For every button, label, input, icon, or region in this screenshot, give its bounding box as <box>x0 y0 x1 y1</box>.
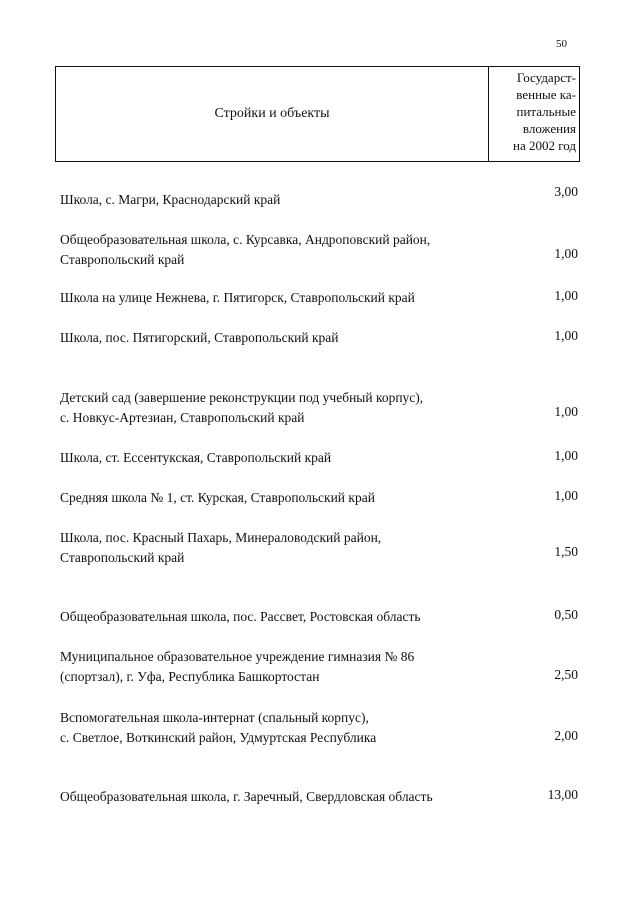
table-row <box>60 288 580 308</box>
object-name <box>60 528 500 568</box>
table-header <box>55 66 580 162</box>
object-name-line: Детский сад (завершение реконструкции под учебный корпус), <box>60 390 424 405</box>
object-name <box>60 230 500 270</box>
object-name-line: (спортзал), г. Уфа, Республика Башкортостан <box>60 669 320 684</box>
header-investments-line: на 2002 год <box>513 138 576 153</box>
object-name <box>60 647 500 687</box>
object-name <box>60 607 500 627</box>
object-name-line: Школа на улице Нежнева, г. Пятигорск, Ставропольский край <box>60 290 415 305</box>
table-row <box>60 787 580 807</box>
object-name-line: Средняя школа № 1, ст. Курская, Ставропольский край <box>60 490 375 505</box>
header-investments-line: Государст- <box>516 70 576 85</box>
table-row <box>60 488 580 508</box>
header-investments-line: питальные <box>516 104 576 119</box>
investment-value: 1,00 <box>554 328 578 343</box>
object-name <box>60 388 500 428</box>
investment-value: 1,00 <box>554 288 578 303</box>
investment-value: 13,00 <box>547 787 578 802</box>
object-name <box>60 190 500 210</box>
investment-value: 1,50 <box>554 544 578 559</box>
investment-value: 1,00 <box>554 404 578 419</box>
object-name-line: Общеобразовательная школа, пос. Рассвет, Ростовская область <box>60 609 421 624</box>
page-number: 50 <box>556 38 567 50</box>
object-name-line: Школа, ст. Ессентукская, Ставропольский край <box>60 450 332 465</box>
table-row <box>60 647 580 687</box>
table-row <box>60 230 580 270</box>
object-name-line: Школа, с. Магри, Краснодарский край <box>60 192 281 207</box>
object-name <box>60 708 500 748</box>
investment-value: 2,00 <box>554 728 578 743</box>
investment-value: 3,00 <box>554 184 578 199</box>
object-name-line: Ставропольский край <box>60 252 185 267</box>
object-name-line: Школа, пос. Красный Пахарь, Минераловодский район, <box>60 530 382 545</box>
object-name <box>60 328 500 348</box>
investment-value: 1,00 <box>554 448 578 463</box>
header-investments-line: венные ка- <box>516 87 576 102</box>
header-investments-line: вложения <box>522 121 576 136</box>
object-name-line: Общеобразовательная школа, с. Курсавка, Андроповский район, <box>60 232 431 247</box>
object-name-line: Муниципальное образовательное учреждение гимназия № 86 <box>60 649 415 664</box>
table-row <box>60 184 580 210</box>
investment-value: 1,00 <box>554 246 578 261</box>
object-name-line: с. Новкус-Артезиан, Ставропольский край <box>60 410 305 425</box>
investment-value: 1,00 <box>554 488 578 503</box>
object-name-line: Вспомогательная школа-интернат (спальный корпус), <box>60 710 369 725</box>
header-investments <box>489 67 579 161</box>
table-row <box>60 607 580 627</box>
object-name <box>60 448 500 468</box>
investment-value: 2,50 <box>554 667 578 682</box>
header-objects: Стройки и объекты <box>56 67 489 161</box>
table-row <box>60 528 580 568</box>
object-name-line: с. Светлое, Воткинский район, Удмуртская Республика <box>60 730 377 745</box>
table-row <box>60 328 580 348</box>
object-name <box>60 787 500 807</box>
object-name-line: Ставропольский край <box>60 550 185 565</box>
object-name-line: Школа, пос. Пятигорский, Ставропольский край <box>60 330 339 345</box>
object-name-line: Общеобразовательная школа, г. Заречный, Свердловская область <box>60 789 433 804</box>
object-name <box>60 488 500 508</box>
investment-value: 0,50 <box>554 607 578 622</box>
table-row <box>60 708 580 748</box>
table-row <box>60 448 580 468</box>
object-name <box>60 288 500 308</box>
table-row <box>60 388 580 428</box>
